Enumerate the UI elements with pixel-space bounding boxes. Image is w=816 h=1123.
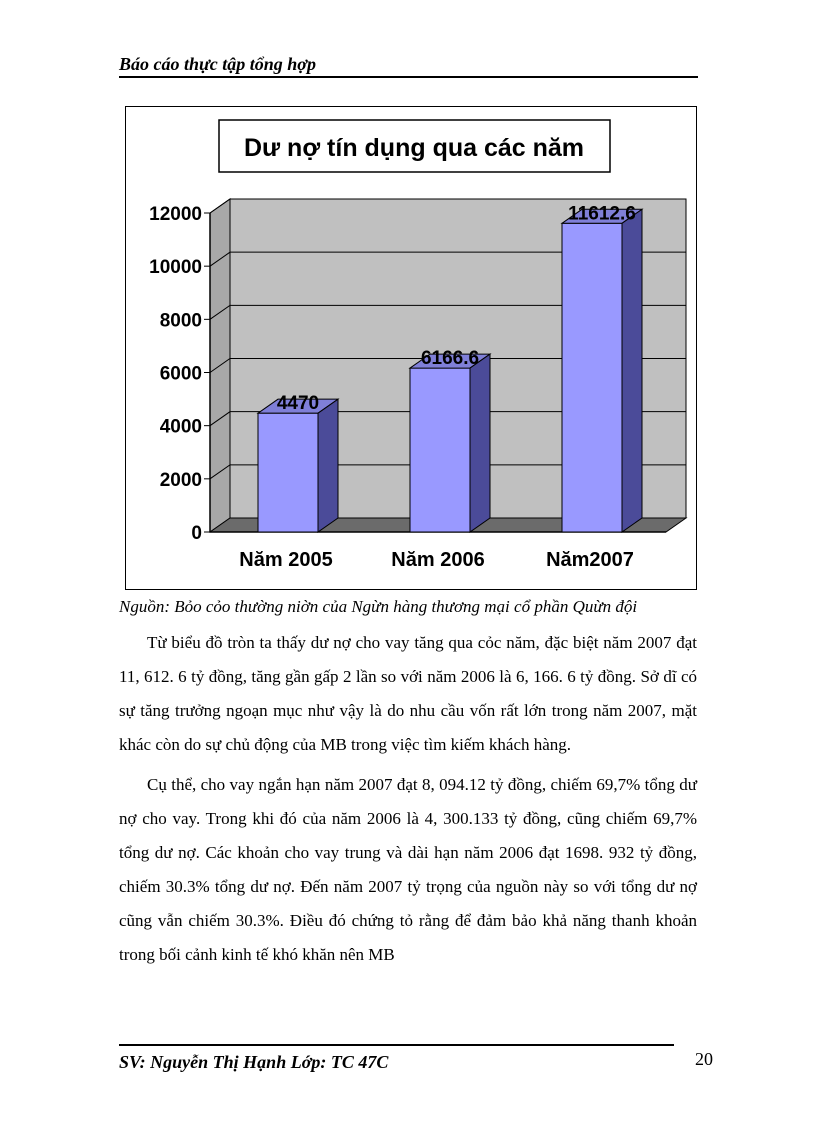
- y-tick-label: 4000: [159, 416, 202, 438]
- y-tick-label: 12000: [149, 204, 202, 225]
- paragraph-1: Từ biểu đồ tròn ta thấy dư nợ cho vay tăng qua cỏc năm, đặc biệt năm 2007 đạt 11, 612. 6 tỷ đồng, tăng gần gấp 2 lần so với năm 2006 là 6, 166. 6 tỷ đồng. Sở dĩ có sự tăng trưởng ngoạn mục như vậy là do nhu cầu vốn rất lớn trong năm 2007, mặt khác còn do sự chủ động của MB trong việc tìm kiếm khách hàng.: [119, 633, 697, 754]
- header-divider: [119, 76, 698, 78]
- page-number: 20: [695, 1049, 713, 1069]
- page-header-title: Báo cáo thực tập tổng hợp: [119, 54, 316, 74]
- x-category-label: Năm 2006: [391, 549, 485, 571]
- x-category-label: Năm2007: [546, 549, 634, 571]
- y-tick-label: 2000: [159, 469, 202, 491]
- y-tick-label: 0: [191, 523, 202, 544]
- bar-1: [258, 399, 338, 532]
- footer-divider: [119, 1044, 674, 1046]
- bar-side: [622, 209, 642, 532]
- chart-title: Dư nợ tín dụng qua các năm: [243, 134, 585, 162]
- chart-frame: [125, 106, 697, 590]
- y-tick-label: 8000: [159, 310, 202, 332]
- x-category-label: Năm 2005: [239, 549, 333, 571]
- chart-title-box: [219, 120, 610, 172]
- data-label: 4470: [276, 393, 320, 415]
- body-text: [119, 626, 697, 972]
- bar-side: [318, 399, 338, 532]
- bar-3: [562, 209, 642, 532]
- data-label: 6166.6: [420, 348, 480, 370]
- bar-2: [410, 354, 490, 532]
- chart-source-caption: Nguồn: Bỏo cỏo thường niờn của Ngừn hàng thương mại cổ phần Quừn đội: [119, 597, 638, 616]
- footer-author-class: SV: Nguyễn Thị Hạnh Lớp: TC 47C: [119, 1052, 389, 1072]
- data-label: 11612.6: [568, 203, 636, 225]
- y-tick-label: 6000: [159, 363, 202, 385]
- bar-front: [410, 368, 470, 532]
- bar-front: [258, 413, 318, 532]
- bar-side: [470, 354, 490, 532]
- bar-front: [562, 223, 622, 532]
- bar-chart: [126, 107, 696, 589]
- paragraph-2: Cụ thể, cho vay ngắn hạn năm 2007 đạt 8, 094.12 tỷ đồng, chiếm 69,7% tổng dư nợ cho vay. Trong khi đó của năm 2006 là 4, 300.133 tỷ đồng, cũng chiếm 69,7% tổng dư nợ. Các khoản cho vay trung và dài hạn năm 2006 đạt 1698. 932 tỷ đồng, chiếm 30.3% tổng dư nợ. Đến năm 2007 tỷ trọng của nguồn này so với tổng dư nợ cũng vẫn chiếm 30.3%. Điều đó chứng tỏ rằng để đảm bảo khả năng thanh khoản trong bối cảnh kinh tế khó khăn nên MB: [119, 775, 697, 964]
- y-tick-label: 10000: [149, 257, 202, 279]
